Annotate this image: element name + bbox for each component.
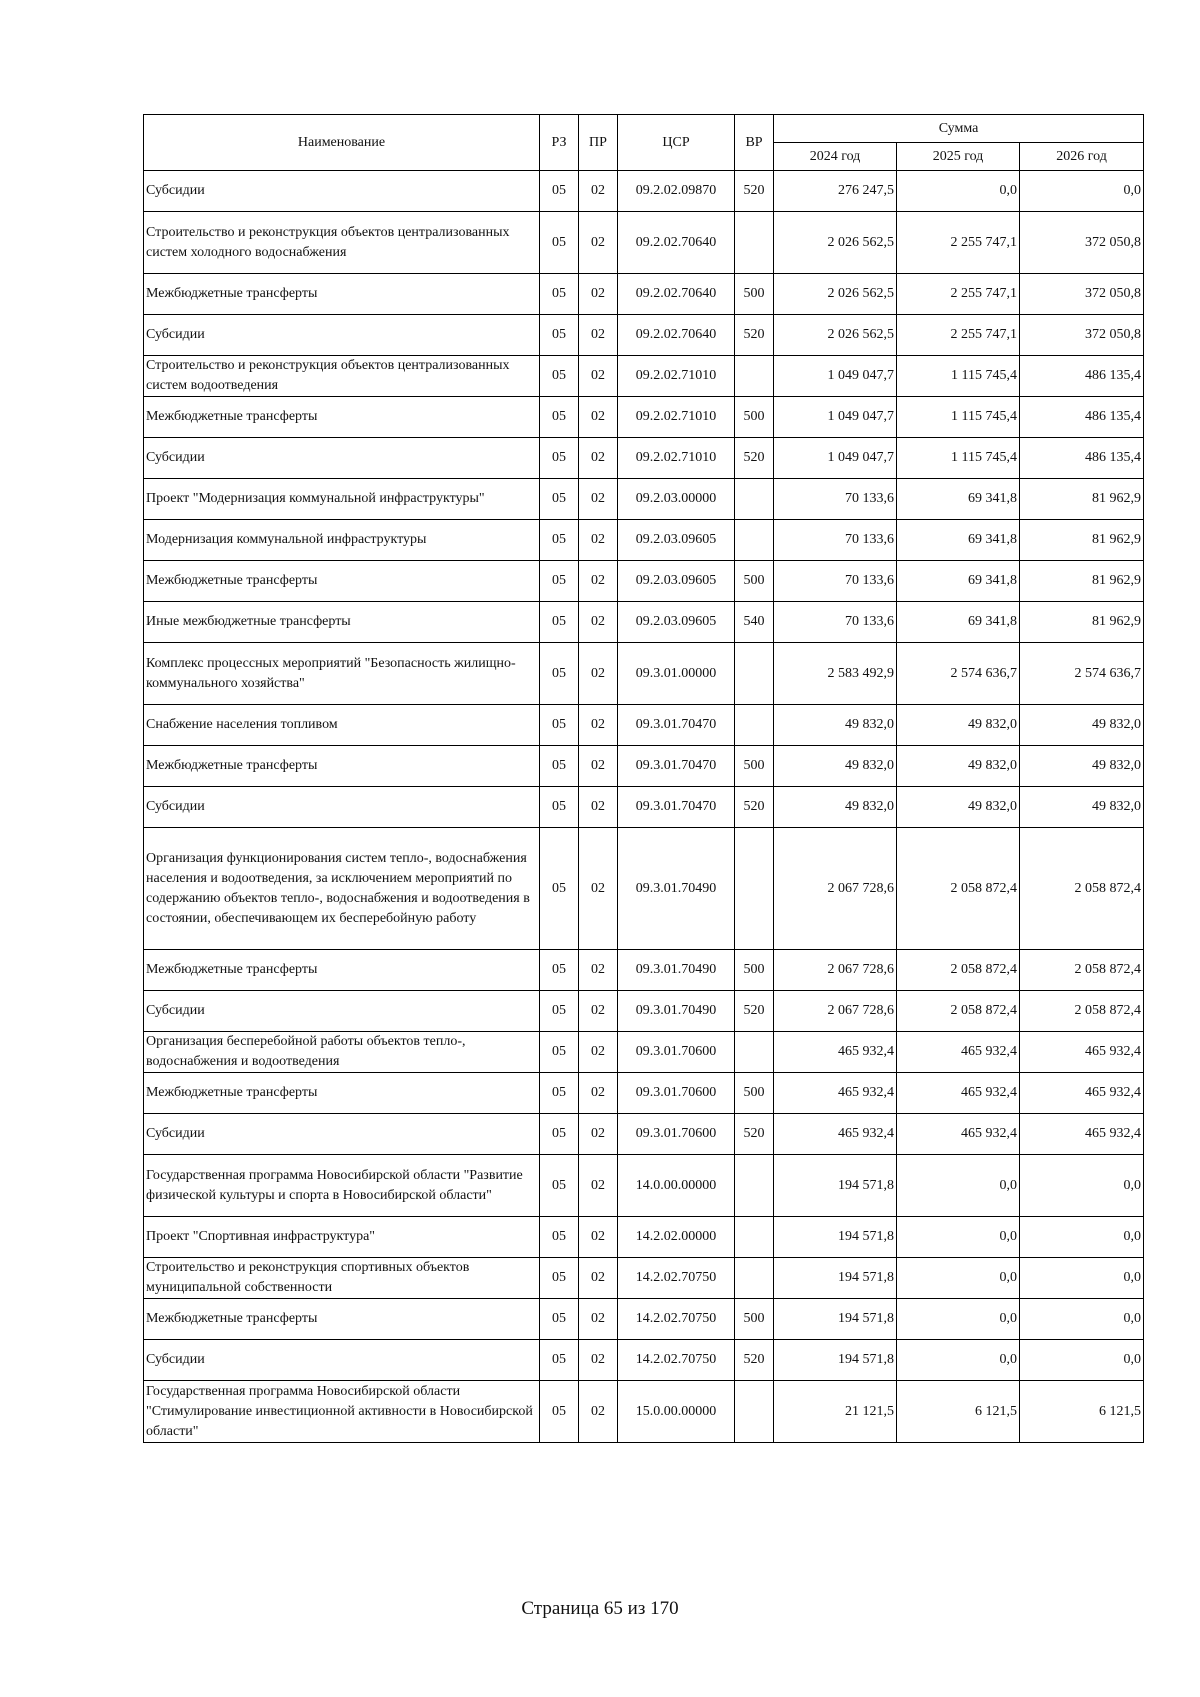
cell-sum-2025: 2 255 747,1 — [897, 212, 1020, 274]
column-header-vr: ВР — [735, 115, 774, 171]
cell-rz: 05 — [540, 1155, 579, 1217]
table-row — [144, 991, 1144, 1032]
cell-rz: 05 — [540, 950, 579, 991]
cell-sum-2026: 81 962,9 — [1020, 561, 1144, 602]
cell-vr: 500 — [735, 561, 774, 602]
cell-vr: 520 — [735, 438, 774, 479]
cell-rz: 05 — [540, 397, 579, 438]
cell-pr: 02 — [579, 1299, 618, 1340]
cell-vr: 520 — [735, 171, 774, 212]
cell-sum-2026: 2 574 636,7 — [1020, 643, 1144, 705]
cell-csr: 14.0.00.00000 — [618, 1155, 735, 1217]
column-header-year-2024: 2024 год — [774, 143, 897, 171]
cell-vr — [735, 356, 774, 397]
cell-pr: 02 — [579, 950, 618, 991]
cell-csr: 09.2.02.09870 — [618, 171, 735, 212]
table-row — [144, 397, 1144, 438]
cell-sum-2026: 81 962,9 — [1020, 602, 1144, 643]
cell-name: Комплекс процессных мероприятий "Безопасность жилищно-коммунального хозяйства" — [144, 643, 540, 705]
cell-csr: 09.2.03.09605 — [618, 561, 735, 602]
cell-pr: 02 — [579, 1032, 618, 1073]
cell-csr: 14.2.02.70750 — [618, 1340, 735, 1381]
cell-pr: 02 — [579, 1258, 618, 1299]
cell-sum-2024: 194 571,8 — [774, 1340, 897, 1381]
cell-csr: 09.2.02.71010 — [618, 438, 735, 479]
table-row — [144, 315, 1144, 356]
cell-sum-2025: 0,0 — [897, 1217, 1020, 1258]
cell-sum-2025: 0,0 — [897, 1155, 1020, 1217]
cell-sum-2025: 2 058 872,4 — [897, 950, 1020, 991]
cell-sum-2024: 1 049 047,7 — [774, 397, 897, 438]
cell-sum-2024: 21 121,5 — [774, 1381, 897, 1443]
cell-rz: 05 — [540, 1340, 579, 1381]
cell-rz: 05 — [540, 746, 579, 787]
cell-rz: 05 — [540, 315, 579, 356]
cell-sum-2025: 69 341,8 — [897, 561, 1020, 602]
cell-sum-2025: 0,0 — [897, 1258, 1020, 1299]
cell-csr: 09.3.01.70490 — [618, 828, 735, 950]
cell-sum-2024: 276 247,5 — [774, 171, 897, 212]
cell-vr: 520 — [735, 315, 774, 356]
cell-sum-2026: 372 050,8 — [1020, 212, 1144, 274]
cell-name: Строительство и реконструкция спортивных объектов муниципальной собственности — [144, 1258, 540, 1299]
cell-sum-2025: 2 058 872,4 — [897, 991, 1020, 1032]
table-row — [144, 171, 1144, 212]
cell-name: Организация функционирования систем тепло-, водоснабжения населения и водоотведения, за исключением мероприятий по содержанию объектов тепло-, водоснабжения и водоотведения в состоянии, обеспечивающем их бесперебойную работу — [144, 828, 540, 950]
cell-vr: 500 — [735, 1299, 774, 1340]
cell-csr: 09.2.03.00000 — [618, 479, 735, 520]
cell-pr: 02 — [579, 1217, 618, 1258]
cell-sum-2024: 2 026 562,5 — [774, 212, 897, 274]
table-row — [144, 561, 1144, 602]
cell-vr: 500 — [735, 274, 774, 315]
table-row — [144, 356, 1144, 397]
cell-sum-2024: 49 832,0 — [774, 787, 897, 828]
cell-name: Проект "Спортивная инфраструктура" — [144, 1217, 540, 1258]
cell-sum-2024: 194 571,8 — [774, 1155, 897, 1217]
cell-sum-2025: 465 932,4 — [897, 1032, 1020, 1073]
cell-sum-2024: 70 133,6 — [774, 602, 897, 643]
cell-csr: 09.3.01.70470 — [618, 787, 735, 828]
cell-vr: 520 — [735, 787, 774, 828]
cell-csr: 09.3.01.70490 — [618, 950, 735, 991]
cell-sum-2026: 6 121,5 — [1020, 1381, 1144, 1443]
cell-pr: 02 — [579, 828, 618, 950]
cell-csr: 09.3.01.70470 — [618, 746, 735, 787]
cell-pr: 02 — [579, 274, 618, 315]
cell-csr: 09.3.01.70600 — [618, 1073, 735, 1114]
cell-pr: 02 — [579, 520, 618, 561]
table-row — [144, 828, 1144, 950]
cell-sum-2026: 372 050,8 — [1020, 274, 1144, 315]
cell-pr: 02 — [579, 1155, 618, 1217]
cell-sum-2024: 194 571,8 — [774, 1217, 897, 1258]
cell-rz: 05 — [540, 787, 579, 828]
table-row — [144, 1114, 1144, 1155]
cell-name: Субсидии — [144, 315, 540, 356]
cell-vr: 500 — [735, 1073, 774, 1114]
cell-name: Субсидии — [144, 438, 540, 479]
cell-pr: 02 — [579, 356, 618, 397]
cell-name: Межбюджетные трансферты — [144, 274, 540, 315]
cell-name: Субсидии — [144, 1340, 540, 1381]
cell-sum-2026: 465 932,4 — [1020, 1114, 1144, 1155]
table-row — [144, 1299, 1144, 1340]
cell-vr — [735, 643, 774, 705]
column-header-pr: ПР — [579, 115, 618, 171]
cell-csr: 15.0.00.00000 — [618, 1381, 735, 1443]
cell-vr — [735, 479, 774, 520]
cell-sum-2026: 372 050,8 — [1020, 315, 1144, 356]
cell-rz: 05 — [540, 1073, 579, 1114]
table-row — [144, 643, 1144, 705]
cell-csr: 09.2.02.70640 — [618, 315, 735, 356]
cell-rz: 05 — [540, 1381, 579, 1443]
cell-sum-2024: 2 067 728,6 — [774, 828, 897, 950]
cell-vr: 500 — [735, 746, 774, 787]
column-header-year-2025: 2025 год — [897, 143, 1020, 171]
cell-name: Субсидии — [144, 787, 540, 828]
cell-csr: 09.3.01.70470 — [618, 705, 735, 746]
cell-sum-2026: 486 135,4 — [1020, 397, 1144, 438]
cell-sum-2024: 2 067 728,6 — [774, 991, 897, 1032]
cell-csr: 09.2.02.71010 — [618, 356, 735, 397]
cell-sum-2025: 0,0 — [897, 171, 1020, 212]
table-row — [144, 479, 1144, 520]
cell-pr: 02 — [579, 438, 618, 479]
cell-vr — [735, 212, 774, 274]
cell-csr: 09.2.03.09605 — [618, 602, 735, 643]
cell-vr — [735, 1258, 774, 1299]
cell-sum-2025: 49 832,0 — [897, 746, 1020, 787]
cell-name: Межбюджетные трансферты — [144, 397, 540, 438]
cell-rz: 05 — [540, 1299, 579, 1340]
cell-sum-2024: 194 571,8 — [774, 1258, 897, 1299]
cell-name: Государственная программа Новосибирской области "Развитие физической культуры и спорта в Новосибирской области" — [144, 1155, 540, 1217]
column-header-name: Наименование — [144, 115, 540, 171]
cell-sum-2026: 49 832,0 — [1020, 787, 1144, 828]
cell-pr: 02 — [579, 561, 618, 602]
table-row — [144, 1073, 1144, 1114]
cell-rz: 05 — [540, 479, 579, 520]
cell-name: Организация бесперебойной работы объектов тепло-, водоснабжения и водоотведения — [144, 1032, 540, 1073]
cell-vr — [735, 1217, 774, 1258]
cell-name: Строительство и реконструкция объектов централизованных систем водоотведения — [144, 356, 540, 397]
cell-sum-2024: 2 026 562,5 — [774, 274, 897, 315]
cell-pr: 02 — [579, 787, 618, 828]
cell-rz: 05 — [540, 828, 579, 950]
cell-csr: 09.2.02.71010 — [618, 397, 735, 438]
cell-vr: 500 — [735, 950, 774, 991]
cell-sum-2026: 2 058 872,4 — [1020, 828, 1144, 950]
cell-sum-2025: 49 832,0 — [897, 787, 1020, 828]
table-row — [144, 787, 1144, 828]
table-row — [144, 602, 1144, 643]
cell-sum-2025: 2 574 636,7 — [897, 643, 1020, 705]
cell-pr: 02 — [579, 991, 618, 1032]
cell-pr: 02 — [579, 479, 618, 520]
cell-csr: 09.3.01.70490 — [618, 991, 735, 1032]
cell-sum-2026: 2 058 872,4 — [1020, 991, 1144, 1032]
cell-rz: 05 — [540, 356, 579, 397]
cell-sum-2025: 69 341,8 — [897, 602, 1020, 643]
column-header-year-2026: 2026 год — [1020, 143, 1144, 171]
cell-csr: 09.3.01.70600 — [618, 1114, 735, 1155]
cell-sum-2024: 1 049 047,7 — [774, 356, 897, 397]
cell-pr: 02 — [579, 1381, 618, 1443]
cell-vr — [735, 828, 774, 950]
cell-rz: 05 — [540, 212, 579, 274]
cell-csr: 14.2.02.00000 — [618, 1217, 735, 1258]
cell-csr: 09.2.02.70640 — [618, 274, 735, 315]
cell-sum-2025: 0,0 — [897, 1340, 1020, 1381]
cell-sum-2025: 0,0 — [897, 1299, 1020, 1340]
cell-sum-2024: 70 133,6 — [774, 479, 897, 520]
cell-sum-2025: 49 832,0 — [897, 705, 1020, 746]
budget-table — [143, 114, 1144, 1443]
cell-csr: 09.3.01.70600 — [618, 1032, 735, 1073]
cell-vr — [735, 1381, 774, 1443]
cell-rz: 05 — [540, 1032, 579, 1073]
cell-csr: 09.2.03.09605 — [618, 520, 735, 561]
table-row — [144, 1032, 1144, 1073]
cell-sum-2024: 465 932,4 — [774, 1073, 897, 1114]
cell-name: Межбюджетные трансферты — [144, 746, 540, 787]
cell-sum-2025: 2 255 747,1 — [897, 274, 1020, 315]
table-row — [144, 520, 1144, 561]
column-header-rz: РЗ — [540, 115, 579, 171]
cell-rz: 05 — [540, 274, 579, 315]
table-row — [144, 1155, 1144, 1217]
cell-sum-2024: 49 832,0 — [774, 746, 897, 787]
cell-sum-2026: 486 135,4 — [1020, 438, 1144, 479]
page-number: Страница 65 из 170 — [521, 1598, 679, 1619]
cell-name: Субсидии — [144, 1114, 540, 1155]
cell-sum-2026: 81 962,9 — [1020, 479, 1144, 520]
cell-vr — [735, 1155, 774, 1217]
table-row — [144, 1340, 1144, 1381]
cell-rz: 05 — [540, 1114, 579, 1155]
cell-pr: 02 — [579, 643, 618, 705]
cell-sum-2024: 70 133,6 — [774, 520, 897, 561]
cell-vr — [735, 1032, 774, 1073]
cell-rz: 05 — [540, 438, 579, 479]
cell-sum-2024: 465 932,4 — [774, 1032, 897, 1073]
cell-sum-2025: 69 341,8 — [897, 479, 1020, 520]
cell-name: Межбюджетные трансферты — [144, 950, 540, 991]
cell-sum-2025: 6 121,5 — [897, 1381, 1020, 1443]
cell-pr: 02 — [579, 315, 618, 356]
cell-csr: 14.2.02.70750 — [618, 1258, 735, 1299]
cell-vr: 540 — [735, 602, 774, 643]
cell-name: Иные межбюджетные трансферты — [144, 602, 540, 643]
table-row — [144, 1381, 1144, 1443]
cell-sum-2025: 1 115 745,4 — [897, 438, 1020, 479]
cell-rz: 05 — [540, 520, 579, 561]
cell-vr: 520 — [735, 1340, 774, 1381]
table-row — [144, 1217, 1144, 1258]
cell-name: Строительство и реконструкция объектов централизованных систем холодного водоснабжения — [144, 212, 540, 274]
cell-vr — [735, 705, 774, 746]
cell-pr: 02 — [579, 1114, 618, 1155]
cell-rz: 05 — [540, 171, 579, 212]
cell-sum-2026: 81 962,9 — [1020, 520, 1144, 561]
cell-vr: 520 — [735, 991, 774, 1032]
cell-sum-2024: 194 571,8 — [774, 1299, 897, 1340]
table-body — [144, 171, 1144, 1443]
cell-sum-2026: 465 932,4 — [1020, 1032, 1144, 1073]
table-row — [144, 212, 1144, 274]
table-row — [144, 746, 1144, 787]
cell-sum-2026: 49 832,0 — [1020, 705, 1144, 746]
cell-name: Межбюджетные трансферты — [144, 1073, 540, 1114]
table-row — [144, 438, 1144, 479]
cell-sum-2025: 1 115 745,4 — [897, 356, 1020, 397]
cell-sum-2024: 1 049 047,7 — [774, 438, 897, 479]
cell-sum-2026: 0,0 — [1020, 1258, 1144, 1299]
cell-sum-2026: 2 058 872,4 — [1020, 950, 1144, 991]
cell-sum-2026: 0,0 — [1020, 171, 1144, 212]
cell-pr: 02 — [579, 705, 618, 746]
cell-sum-2026: 0,0 — [1020, 1340, 1144, 1381]
cell-sum-2026: 465 932,4 — [1020, 1073, 1144, 1114]
cell-sum-2025: 2 058 872,4 — [897, 828, 1020, 950]
cell-sum-2024: 2 583 492,9 — [774, 643, 897, 705]
cell-vr — [735, 520, 774, 561]
cell-rz: 05 — [540, 643, 579, 705]
cell-rz: 05 — [540, 1258, 579, 1299]
table-row — [144, 950, 1144, 991]
table-row — [144, 1258, 1144, 1299]
cell-name: Государственная программа Новосибирской области "Стимулирование инвестиционной активности в Новосибирской области" — [144, 1381, 540, 1443]
column-header-sum: Сумма — [774, 115, 1144, 143]
cell-sum-2025: 69 341,8 — [897, 520, 1020, 561]
table-row — [144, 274, 1144, 315]
cell-sum-2026: 486 135,4 — [1020, 356, 1144, 397]
cell-name: Модернизация коммунальной инфраструктуры — [144, 520, 540, 561]
cell-sum-2026: 49 832,0 — [1020, 746, 1144, 787]
table-row — [144, 705, 1144, 746]
cell-rz: 05 — [540, 602, 579, 643]
cell-sum-2026: 0,0 — [1020, 1155, 1144, 1217]
cell-sum-2024: 70 133,6 — [774, 561, 897, 602]
cell-pr: 02 — [579, 397, 618, 438]
cell-name: Проект "Модернизация коммунальной инфраструктуры" — [144, 479, 540, 520]
cell-rz: 05 — [540, 705, 579, 746]
cell-sum-2024: 2 067 728,6 — [774, 950, 897, 991]
cell-sum-2025: 465 932,4 — [897, 1114, 1020, 1155]
cell-name: Межбюджетные трансферты — [144, 561, 540, 602]
cell-sum-2025: 1 115 745,4 — [897, 397, 1020, 438]
cell-csr: 14.2.02.70750 — [618, 1299, 735, 1340]
cell-rz: 05 — [540, 991, 579, 1032]
cell-rz: 05 — [540, 1217, 579, 1258]
cell-name: Субсидии — [144, 991, 540, 1032]
cell-pr: 02 — [579, 171, 618, 212]
cell-csr: 09.3.01.00000 — [618, 643, 735, 705]
cell-sum-2024: 2 026 562,5 — [774, 315, 897, 356]
cell-sum-2026: 0,0 — [1020, 1217, 1144, 1258]
cell-rz: 05 — [540, 561, 579, 602]
cell-name: Межбюджетные трансферты — [144, 1299, 540, 1340]
cell-sum-2025: 2 255 747,1 — [897, 315, 1020, 356]
cell-name: Субсидии — [144, 171, 540, 212]
cell-name: Снабжение населения топливом — [144, 705, 540, 746]
cell-sum-2025: 465 932,4 — [897, 1073, 1020, 1114]
column-header-csr: ЦСР — [618, 115, 735, 171]
cell-pr: 02 — [579, 602, 618, 643]
cell-vr: 500 — [735, 397, 774, 438]
cell-csr: 09.2.02.70640 — [618, 212, 735, 274]
cell-pr: 02 — [579, 212, 618, 274]
cell-sum-2024: 49 832,0 — [774, 705, 897, 746]
cell-pr: 02 — [579, 1073, 618, 1114]
cell-sum-2026: 0,0 — [1020, 1299, 1144, 1340]
cell-vr: 520 — [735, 1114, 774, 1155]
cell-pr: 02 — [579, 746, 618, 787]
cell-sum-2024: 465 932,4 — [774, 1114, 897, 1155]
cell-pr: 02 — [579, 1340, 618, 1381]
